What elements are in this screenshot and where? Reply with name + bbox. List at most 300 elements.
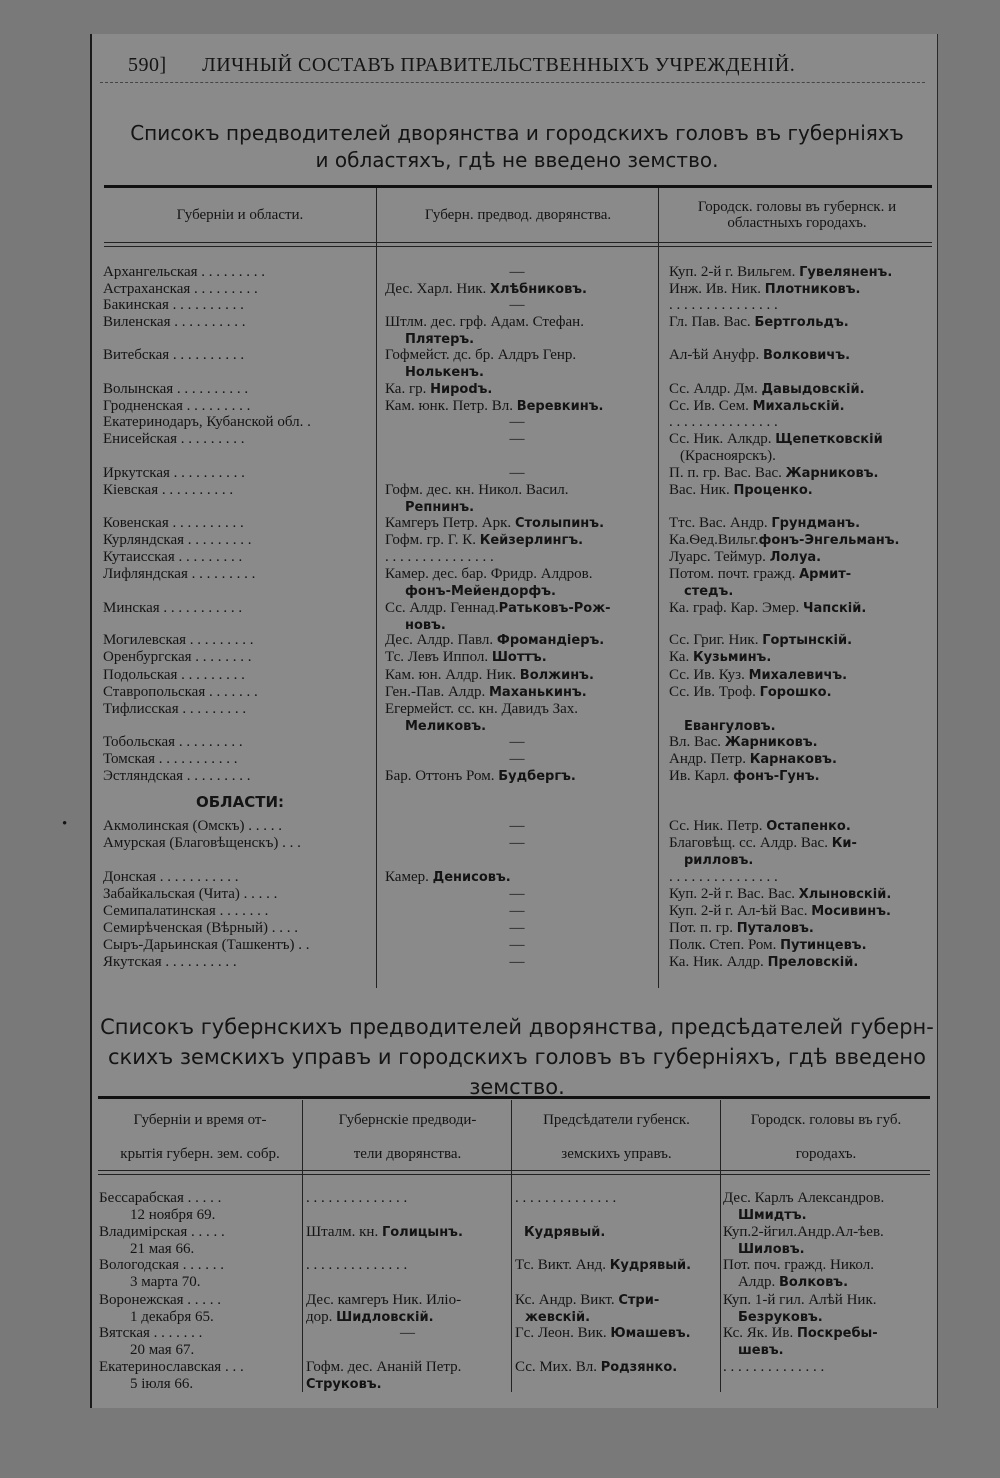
predvoditel-surname-cont: фонъ-Мейендорфъ. bbox=[405, 584, 556, 599]
table1-row-golova bbox=[669, 414, 935, 431]
table1-row-golova bbox=[669, 482, 935, 499]
table1-row-name bbox=[103, 398, 375, 415]
table1-row-name bbox=[103, 431, 375, 448]
table1-row-name bbox=[103, 920, 375, 937]
table2-row-golova bbox=[723, 1325, 935, 1342]
table2-row-opening-date bbox=[130, 1309, 300, 1326]
table1-row-predvoditel bbox=[378, 886, 656, 903]
golova-text: Дес. Карлъ Александров. bbox=[723, 1190, 885, 1206]
table1-row-name bbox=[103, 632, 375, 649]
golova-text: Инж. Ив. Ник. bbox=[669, 281, 765, 297]
golova-text: Вл. Вас. bbox=[669, 734, 725, 750]
golova-surname: Грундманъ. bbox=[771, 516, 861, 531]
predvoditel-text: — bbox=[509, 954, 525, 970]
table1-row-predvoditel bbox=[378, 954, 656, 971]
table1-row-predvoditel bbox=[378, 734, 656, 751]
uprava-surname: Кудрявый. bbox=[609, 1258, 692, 1273]
golova-text: Ка. Ник. Алдр. bbox=[669, 954, 768, 970]
uprava-surname: Стри- bbox=[618, 1293, 660, 1308]
table1-row-predvoditel bbox=[378, 264, 656, 281]
table2-row-uprava bbox=[515, 1359, 720, 1376]
table1-row-name bbox=[103, 264, 375, 281]
table2-row-uprava bbox=[515, 1190, 720, 1207]
table1-row-golova bbox=[669, 768, 935, 785]
golova-text: Куп. 2-й г. Вас. Вас. bbox=[669, 886, 799, 902]
table2-row-golova-cont bbox=[738, 1309, 933, 1326]
table2-row-golova bbox=[723, 1190, 935, 1207]
predvoditel-text: Сс. Алдр. Геннад. bbox=[385, 600, 499, 616]
table2-header-col4-line1: Городск. головы въ губ. bbox=[750, 1112, 902, 1128]
table1-row-name bbox=[103, 465, 375, 482]
golova-surname: Гортынскій. bbox=[762, 633, 853, 648]
predvoditel-text: . . . . . . . . . . . . . . . bbox=[385, 549, 494, 565]
table1-row-golova bbox=[669, 937, 935, 954]
table2-row-predvoditel bbox=[306, 1224, 511, 1241]
table2-row-guberniya bbox=[99, 1190, 301, 1207]
table1-row-name bbox=[103, 835, 375, 852]
predvoditel-surname: Хлѣбниковъ. bbox=[490, 282, 587, 297]
predvoditel-text: — bbox=[509, 886, 525, 902]
table1-row-predvoditel-cont bbox=[405, 583, 655, 600]
table1-row-predvoditel bbox=[385, 684, 657, 701]
uprava-surname: Родзянко. bbox=[600, 1360, 678, 1375]
table2-row-guberniya bbox=[99, 1292, 301, 1309]
section1-title-line2: и областяхъ, гдѣ не введено земство. bbox=[315, 148, 719, 172]
governorate-name: Астраханская . . . . . . . . . bbox=[103, 281, 258, 297]
predvoditel-text: Камер. дес. бар. Фридр. Алдров. bbox=[385, 566, 593, 582]
golova-surname: Жарниковъ. bbox=[724, 735, 818, 750]
golova-surname: Чапскій. bbox=[803, 601, 867, 616]
predvoditel-surname-cont: Репнинъ. bbox=[405, 500, 475, 515]
table1-row-golova-cont bbox=[680, 448, 930, 465]
golova-surname: Проценко. bbox=[733, 483, 813, 498]
running-header bbox=[128, 54, 795, 77]
table2-header-col1 bbox=[98, 1103, 302, 1171]
predvoditel-surname-cont: новъ. bbox=[405, 618, 446, 633]
predvoditel-text: Дес. Алдр. Павл. bbox=[385, 632, 497, 648]
table1-row-name bbox=[103, 869, 375, 886]
table1-row-predvoditel bbox=[378, 414, 656, 431]
governorate-name: Архангельская . . . . . . . . . bbox=[103, 264, 266, 280]
table1-row-name bbox=[103, 751, 375, 768]
predvoditel-surname: Фромандіеръ. bbox=[496, 633, 605, 648]
guberniya-name: Бессарабская . . . . . bbox=[99, 1190, 222, 1206]
governorate-name: Тифлисская . . . . . . . . . bbox=[103, 701, 247, 717]
table2-row-predvoditel-cont bbox=[306, 1376, 511, 1393]
table2-header-col3 bbox=[513, 1103, 720, 1171]
governorate-name: Кутаисская . . . . . . . . . bbox=[103, 549, 243, 565]
table1-row-golova bbox=[669, 264, 935, 281]
guberniya-name: Екатеринославская . . . bbox=[99, 1359, 244, 1375]
golova-text: Кс. Як. Ив. bbox=[723, 1325, 797, 1341]
table1-row-golova bbox=[669, 465, 935, 482]
table1-row-golova bbox=[669, 381, 935, 398]
table2-row-golova bbox=[723, 1359, 935, 1376]
golova-text: Ттс. Вас. Андр. bbox=[669, 515, 772, 531]
table2-header-col2 bbox=[304, 1103, 511, 1171]
golova-text-cont: (Красноярскъ). bbox=[680, 448, 776, 464]
predvoditel-text: . . . . . . . . . . . . . . bbox=[306, 1190, 408, 1206]
table1-row-predvoditel bbox=[378, 431, 656, 448]
table1-header-rule bbox=[104, 242, 932, 247]
uprava-surname: Юмашевъ. bbox=[610, 1326, 691, 1341]
predvoditel-surname: Кейзерлингъ. bbox=[479, 533, 584, 548]
table1-row-predvoditel-cont bbox=[405, 331, 655, 348]
predvoditel-text: — bbox=[509, 920, 525, 936]
predvoditel-text: Дес. камгеръ Ник. Иліо- bbox=[306, 1292, 462, 1308]
table1-row-predvoditel bbox=[385, 381, 657, 398]
predvoditel-surname: Шоттъ. bbox=[491, 650, 547, 665]
golova-text: Пот. поч. гражд. Никол. bbox=[723, 1257, 874, 1273]
table2-row-golova-cont bbox=[738, 1207, 933, 1224]
table1-row-name bbox=[103, 937, 375, 954]
golova-text: Ка. bbox=[669, 649, 693, 665]
golova-text: . . . . . . . . . . . . . . . bbox=[669, 297, 778, 313]
table1-row-predvoditel bbox=[378, 920, 656, 937]
uprava-text: . . . . . . . . . . . . . . bbox=[515, 1190, 617, 1206]
table1-row-predvoditel bbox=[378, 465, 656, 482]
predvoditel-text: Гофм. гр. Г. К. bbox=[385, 532, 480, 548]
table1-row-predvoditel bbox=[385, 549, 657, 566]
table1-row-golova-cont bbox=[684, 583, 934, 600]
predvoditel-text: — bbox=[509, 414, 525, 430]
table1-row-predvoditel-cont bbox=[405, 499, 655, 516]
governorate-name: Тобольская . . . . . . . . . bbox=[103, 734, 243, 750]
table2-row-guberniya bbox=[99, 1257, 301, 1274]
governorate-name: Бакинская . . . . . . . . . . bbox=[103, 297, 244, 313]
table1-row-predvoditel-cont bbox=[405, 364, 655, 381]
table1-row-predvoditel bbox=[385, 649, 657, 666]
table1-row-name bbox=[103, 649, 375, 666]
governorate-name: Могилевская . . . . . . . . . bbox=[103, 632, 254, 648]
golova-surname: Жарниковъ. bbox=[785, 466, 879, 481]
table1-row-name bbox=[103, 903, 375, 920]
table1-row-name bbox=[103, 734, 375, 751]
predvoditel-text: Кам. юнк. Петр. Вл. bbox=[385, 398, 517, 414]
governorate-name: Ставропольская . . . . . . . bbox=[103, 684, 258, 700]
table2-row-predvoditel-cont bbox=[306, 1309, 511, 1326]
table2-row-opening-date bbox=[130, 1342, 300, 1359]
predvoditel-text: Кам. юн. Алдр. Ник. bbox=[385, 667, 520, 683]
predvoditel-text: Шталм. кн. bbox=[306, 1224, 382, 1240]
predvoditel-text: — bbox=[509, 937, 525, 953]
predvoditel-text: — bbox=[509, 734, 525, 750]
golova-surname: Мосивинъ. bbox=[811, 904, 891, 919]
governorate-name: Курляндская . . . . . . . . . bbox=[103, 532, 252, 548]
table1-row-name bbox=[103, 667, 375, 684]
table1-row-golova bbox=[669, 431, 935, 448]
predvoditel-surname: Волжинъ. bbox=[519, 668, 594, 683]
governorate-name: Ковенская . . . . . . . . . . bbox=[103, 515, 244, 531]
governorate-name: Минская . . . . . . . . . . . bbox=[103, 600, 243, 616]
table1-row-name bbox=[103, 297, 375, 314]
golova-surname-cont: Волковъ. bbox=[778, 1275, 849, 1290]
table1-row-predvoditel bbox=[385, 701, 657, 718]
table1-row-golova bbox=[669, 684, 935, 701]
golova-text: Куп.2-йгил.Андр.Ал-ѣев. bbox=[723, 1224, 884, 1240]
table2-row-golova bbox=[723, 1224, 935, 1241]
header-divider bbox=[100, 82, 925, 83]
predvoditel-text: — bbox=[400, 1325, 415, 1341]
predvoditel-surname: Денисовъ. bbox=[432, 870, 511, 885]
table1-header-col1: Губерніи и области. bbox=[176, 207, 304, 223]
golova-surname-cont: Евангуловъ. bbox=[684, 719, 776, 734]
predvoditel-text: — bbox=[509, 903, 525, 919]
predvoditel-surname: Маханькинъ. bbox=[488, 685, 587, 700]
golova-text-cont: Алдр. bbox=[738, 1274, 779, 1290]
golova-surname: Михалевичъ. bbox=[748, 668, 848, 683]
governorate-name: Сыръ-Дарьинская (Ташкентъ) . . bbox=[103, 937, 310, 953]
uprava-text: Сс. Мих. Вл. bbox=[515, 1359, 601, 1375]
uprava-text: Тс. Викт. Анд. bbox=[515, 1257, 610, 1273]
table1-row-predvoditel bbox=[385, 347, 657, 364]
golova-surname: Плотниковъ. bbox=[764, 282, 861, 297]
table2-header-col1-line1: Губерніи и время от- bbox=[133, 1112, 267, 1128]
guberniya-name: Вологодская . . . . . . bbox=[99, 1257, 225, 1273]
table1-row-golova bbox=[669, 314, 935, 331]
golova-surname: Хлыновскій. bbox=[798, 887, 892, 902]
table1-row-name bbox=[103, 414, 375, 431]
table1-row-name bbox=[103, 818, 375, 835]
golova-text: Ка. граф. Кар. Эмер. bbox=[669, 600, 804, 616]
governorate-name: Волынская . . . . . . . . . . bbox=[103, 381, 249, 397]
predvoditel-text: Ка. гр. bbox=[385, 381, 431, 397]
golova-text: Ив. Карл. bbox=[669, 768, 734, 784]
governorate-name: Екатеринодаръ, Кубанской обл. . bbox=[103, 414, 311, 430]
golova-surname-cont: рилловъ. bbox=[684, 853, 754, 868]
table2-row-guberniya bbox=[99, 1359, 301, 1376]
predvoditel-text: Гофм. дес. Ананій Петр. bbox=[306, 1359, 462, 1375]
table1-row-golova bbox=[669, 532, 935, 549]
section2-title-line3: земство. bbox=[469, 1075, 565, 1099]
table2-row-guberniya bbox=[99, 1325, 301, 1342]
golova-surname-cont: стедъ. bbox=[684, 584, 734, 599]
predvoditel-text: — bbox=[509, 431, 525, 447]
section2-title-line2: скихъ земскихъ управъ и городскихъ головъ въ губерніяхъ, гдѣ введено bbox=[108, 1045, 926, 1069]
golova-text: . . . . . . . . . . . . . . . bbox=[669, 414, 778, 430]
section1-title-line1: Списокъ предводителей дворянства и городскихъ головъ въ губерніяхъ bbox=[130, 121, 904, 145]
golova-text: Куп. 2-й г. Вильгем. bbox=[669, 264, 800, 280]
governorate-name: Якутская . . . . . . . . . . bbox=[103, 954, 237, 970]
predvoditel-text: — bbox=[509, 264, 525, 280]
table1-row-name bbox=[103, 347, 375, 364]
uprava-surname-cont: жевскій. bbox=[525, 1310, 591, 1325]
table1-row-predvoditel bbox=[378, 835, 656, 852]
table1-row-predvoditel bbox=[385, 482, 657, 499]
table1-row-golova bbox=[669, 954, 935, 971]
section2-title bbox=[98, 1012, 936, 1102]
predvoditel-text: — bbox=[509, 751, 525, 767]
table1-row-name bbox=[103, 482, 375, 499]
golova-surname: Бертгольдъ. bbox=[754, 315, 849, 330]
table2-row-uprava bbox=[524, 1224, 729, 1241]
governorate-name: Забайкальская (Чита) . . . . . bbox=[103, 886, 278, 902]
predvoditel-surname-cont: Нолькенъ. bbox=[405, 365, 484, 380]
table1-row-golova bbox=[669, 632, 935, 649]
predvoditel-surname-cont: Струковъ. bbox=[306, 1377, 382, 1392]
table1-col-divider-2 bbox=[658, 188, 659, 988]
table2-row-opening-date bbox=[130, 1241, 300, 1258]
table1-row-golova bbox=[669, 281, 935, 298]
golova-text: Сс. Ник. Петр. bbox=[669, 818, 767, 834]
table1-row-name bbox=[103, 515, 375, 532]
table2-col-divider-1 bbox=[302, 1100, 303, 1392]
golova-surname: Преловскій. bbox=[767, 955, 859, 970]
table1-row-predvoditel bbox=[385, 314, 657, 331]
golova-surname: Поскребы- bbox=[797, 1326, 878, 1341]
table1-row-golova bbox=[669, 549, 935, 566]
golova-surname: Ки- bbox=[831, 836, 857, 851]
predvoditel-surname: Будбергъ. bbox=[498, 769, 576, 784]
table1-row-predvoditel bbox=[378, 903, 656, 920]
table1-row-golova-cont bbox=[684, 852, 934, 869]
governorate-name: Амурская (Благовѣщенскъ) . . . bbox=[103, 835, 301, 851]
governorate-name: Томская . . . . . . . . . . . bbox=[103, 751, 238, 767]
uprava-text: Гс. Леон. Вик. bbox=[515, 1325, 611, 1341]
table2-header-col4 bbox=[722, 1103, 930, 1171]
golova-surname: фонъ-Гунъ. bbox=[733, 769, 820, 784]
golova-surname: Гувеляненъ. bbox=[799, 265, 893, 280]
golova-text: Ал-ѣй Ануфр. bbox=[669, 347, 763, 363]
table2-row-opening-date bbox=[130, 1376, 300, 1393]
table2-header-col3-line2: земскихъ управъ. bbox=[561, 1146, 672, 1162]
golova-text: Ка.Ѳед.Вильг. bbox=[669, 532, 759, 548]
golova-text: Потом. почт. гражд. bbox=[669, 566, 800, 582]
table1-row-golova bbox=[669, 818, 935, 835]
table1-row-predvoditel bbox=[378, 297, 656, 314]
table2-row-uprava bbox=[515, 1325, 720, 1342]
table2-header-col2-line1: Губернскіе предводи- bbox=[338, 1112, 477, 1128]
table1-row-golova bbox=[669, 835, 935, 852]
golova-surname: Давыдовскій. bbox=[761, 382, 865, 397]
golova-surname: Лолуа. bbox=[769, 550, 822, 565]
table1-header-col3: Городск. головы въ губернск. и областныхъ городахъ. bbox=[697, 199, 897, 231]
table1-row-name bbox=[103, 566, 375, 583]
predvoditel-text: Гофм. дес. кн. Никол. Васил. bbox=[385, 482, 569, 498]
governorate-name: Иркутская . . . . . . . . . . bbox=[103, 465, 245, 481]
golova-surname: Армит- bbox=[799, 567, 852, 582]
golova-surname: Михальскій. bbox=[752, 399, 845, 414]
golova-text: Сс. Ив. Сем. bbox=[669, 398, 753, 414]
golova-text: Сс. Ник. Алкдр. bbox=[669, 431, 776, 447]
table2-row-golova bbox=[723, 1292, 935, 1309]
table1-row-predvoditel bbox=[385, 632, 657, 649]
predvoditel-text: Штлм. дес. грф. Адам. Стефан. bbox=[385, 314, 584, 330]
governorate-name: Кіевская . . . . . . . . . . bbox=[103, 482, 234, 498]
guberniya-name: Вятская . . . . . . . bbox=[99, 1325, 203, 1341]
table1-row-name bbox=[103, 768, 375, 785]
table1-row-golova bbox=[669, 649, 935, 666]
predvoditel-surname: Нироdъ. bbox=[430, 382, 493, 397]
golova-surname: Горошко. bbox=[759, 685, 832, 700]
table2-row-predvoditel bbox=[306, 1292, 511, 1309]
golova-text: Полк. Степ. Ром. bbox=[669, 937, 781, 953]
predvoditel-text: — bbox=[509, 465, 525, 481]
table2-row-uprava-cont bbox=[525, 1309, 720, 1326]
table1-row-golova bbox=[669, 869, 935, 886]
table1-row-golova bbox=[669, 297, 935, 314]
governorate-name: Витебская . . . . . . . . . . bbox=[103, 347, 245, 363]
golova-text: Куп. 1-й гил. Алѣй Ник. bbox=[723, 1292, 877, 1308]
golova-surname-cont: Безруковъ. bbox=[738, 1310, 823, 1325]
golova-surname: Щепетковскій bbox=[775, 432, 883, 447]
golova-text: Сс. Григ. Ник. bbox=[669, 632, 763, 648]
table1-row-golova bbox=[669, 667, 935, 684]
golova-text: Луарс. Теймур. bbox=[669, 549, 770, 565]
table1-row-golova bbox=[669, 734, 935, 751]
guberniya-name: Владимірская . . . . . bbox=[99, 1224, 225, 1240]
governorate-name: Эстляндская . . . . . . . . . bbox=[103, 768, 251, 784]
opening-date: 20 мая 67. bbox=[130, 1342, 195, 1358]
governorate-name: Лифляндская . . . . . . . . . bbox=[103, 566, 256, 582]
table2-top-rule bbox=[98, 1096, 930, 1099]
table2-row-golova bbox=[723, 1257, 935, 1274]
predvoditel-text: Камгеръ Петр. Арк. bbox=[385, 515, 515, 531]
golova-text: Сс. Алдр. Дм. bbox=[669, 381, 762, 397]
predvoditel-surname: Веревкинъ. bbox=[516, 399, 604, 414]
table1-row-golova bbox=[669, 515, 935, 532]
table1-top-rule bbox=[104, 185, 932, 188]
table2-row-predvoditel bbox=[306, 1257, 511, 1274]
predvoditel-text: — bbox=[509, 297, 525, 313]
predvoditel-surname-cont: Плятеръ. bbox=[405, 332, 475, 347]
golova-surname: Кузьминъ. bbox=[692, 650, 772, 665]
table1-row-name bbox=[103, 532, 375, 549]
predvoditel-text: Гофмейст. дс. бр. Алдръ Генр. bbox=[385, 347, 577, 363]
governorate-name: Виленская . . . . . . . . . . bbox=[103, 314, 246, 330]
table1-row-name bbox=[103, 549, 375, 566]
predvoditel-text: Тс. Левъ Иппол. bbox=[385, 649, 492, 665]
golova-text: Пот. п. гр. bbox=[669, 920, 737, 936]
table1-row-name bbox=[103, 684, 375, 701]
table2-row-predvoditel bbox=[306, 1190, 511, 1207]
guberniya-name: Воронежская . . . . . bbox=[99, 1292, 222, 1308]
section1-title bbox=[98, 120, 936, 174]
governorate-name: Семипалатинская . . . . . . . bbox=[103, 903, 269, 919]
running-title: ЛИЧНЫЙ СОСТАВЪ ПРАВИТЕЛЬСТВЕННЫХЪ УЧРЕЖДЕНІЙ. bbox=[202, 54, 796, 76]
golova-text: Андр. Петр. bbox=[669, 751, 750, 767]
table1-row-predvoditel bbox=[385, 667, 657, 684]
table1-row-predvoditel bbox=[385, 515, 657, 532]
table1-row-name bbox=[103, 886, 375, 903]
table2-row-uprava bbox=[515, 1292, 720, 1309]
golova-text: Благовѣщ. сс. Алдр. Вас. bbox=[669, 835, 832, 851]
margin-mark: • bbox=[62, 816, 68, 832]
governorate-name: Донская . . . . . . . . . . . bbox=[103, 869, 239, 885]
governorate-name: Гродненская . . . . . . . . . bbox=[103, 398, 251, 414]
opening-date: 3 марта 70. bbox=[130, 1274, 201, 1290]
uprava-surname: Кудрявый. bbox=[524, 1225, 606, 1240]
golova-text: П. п. гр. Вас. Вас. bbox=[669, 465, 786, 481]
golova-surname-cont: Шмидтъ. bbox=[738, 1208, 807, 1223]
predvoditel-text: . . . . . . . . . . . . . . bbox=[306, 1257, 408, 1273]
predvoditel-text: — bbox=[509, 835, 525, 851]
golova-surname: Карнаковъ. bbox=[749, 752, 837, 767]
table1-row-golova bbox=[669, 566, 935, 583]
table1-row-predvoditel bbox=[385, 281, 657, 298]
golova-surname-cont: Шиловъ. bbox=[738, 1242, 805, 1257]
page-number: 590] bbox=[128, 54, 167, 76]
table2-row-opening-date bbox=[130, 1274, 300, 1291]
table2-row-opening-date bbox=[130, 1207, 300, 1224]
golova-surname-cont: шевъ. bbox=[738, 1343, 784, 1358]
table1-row-predvoditel bbox=[385, 532, 657, 549]
table1-row-predvoditel bbox=[385, 566, 657, 583]
table1-row-predvoditel bbox=[385, 768, 657, 785]
predvoditel-text: Дес. Харл. Ник. bbox=[385, 281, 491, 297]
predvoditel-surname-cont: Шидловскій. bbox=[336, 1310, 434, 1325]
table2-header-col4-line2: городахъ. bbox=[795, 1146, 857, 1162]
